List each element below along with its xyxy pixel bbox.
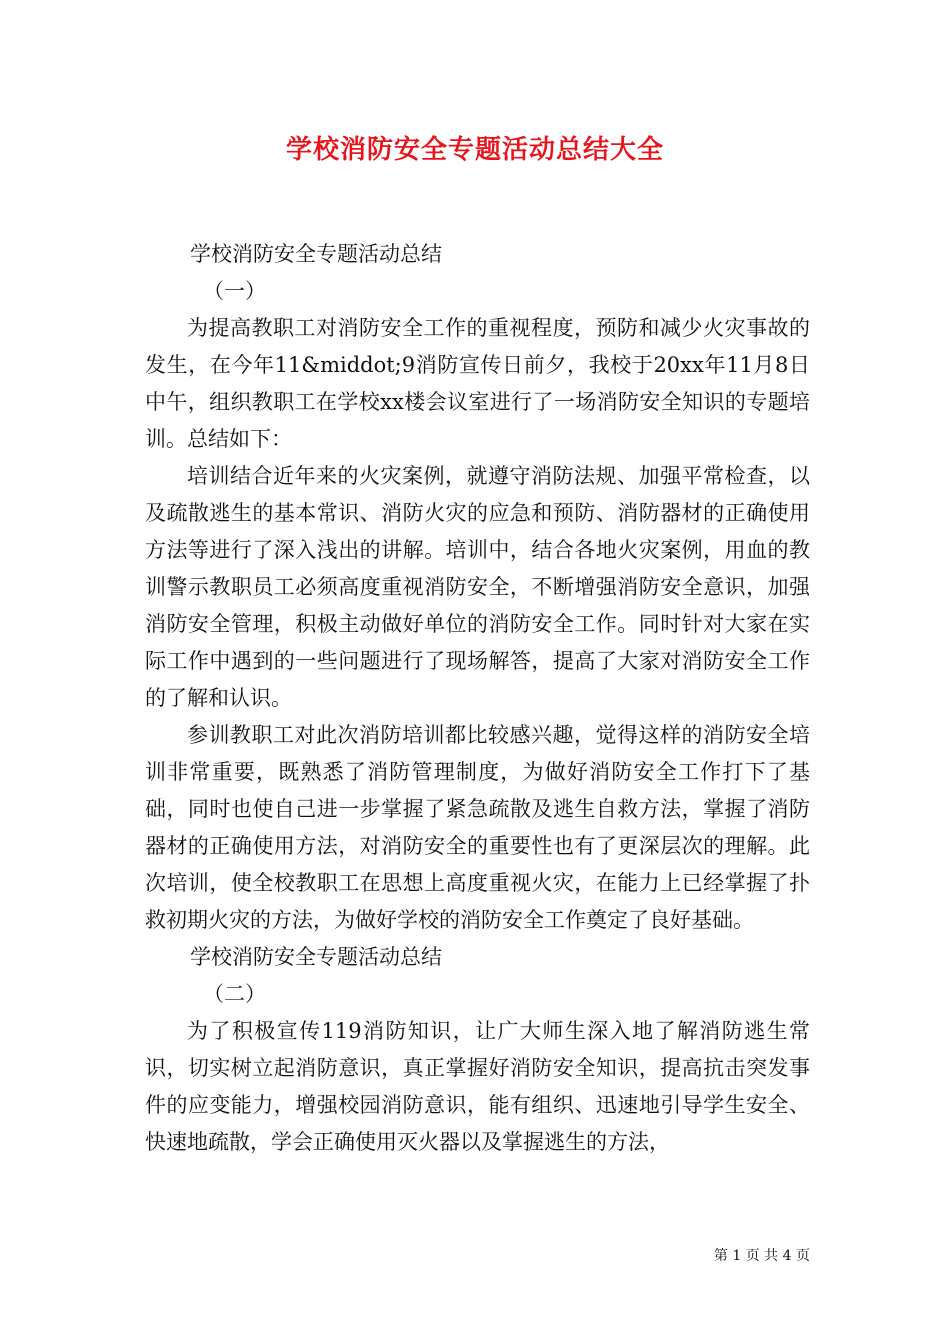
paragraph: 为提高教职工对消防安全工作的重视程度，预防和减少火灾事故的发生，在今年11&middot;9消防宣传日前夕，我校于20xx年11月8日中午，组织教职工在学校xx楼会议室进行了一场消防安全知识的专题培训。总结如下：: [145, 316, 810, 451]
section-number: （一）: [203, 279, 266, 303]
paragraph: 培训结合近年来的火灾案例，就遵守消防法规、加强平常检查，以及疏散逃生的基本常识、消防火灾的应急和预防、消防器材的正确使用方法等进行了深入浅出的讲解。培训中，结合各地火灾案例，用血的教训警示教职员工必须高度重视消防安全，不断增强消防安全意识，加强消防安全管理，积极主动做好单位的消防安全工作。同时针对大家在实际工作中遇到的一些问题进行了现场解答，提高了大家对消防安全工作的了解和认识。: [145, 464, 810, 710]
section-number: （二）: [203, 982, 266, 1006]
document-body: [145, 236, 810, 1161]
page-number: 第 1 页 共 4 页: [713, 1248, 810, 1264]
section-heading: 学校消防安全专题活动总结: [190, 945, 442, 969]
section-heading: 学校消防安全专题活动总结: [190, 242, 442, 266]
paragraph: 参训教职工对此次消防培训都比较感兴趣，觉得这样的消防安全培训非常重要，既熟悉了消防管理制度，为做好消防安全工作打下了基础，同时也使自己进一步掌握了紧急疏散及逃生自救方法，掌握了消防器材的正确使用方法，对消防安全的重要性也有了更深层次的理解。此次培训，使全校教职工在思想上高度重视火灾，在能力上已经掌握了扑救初期火灾的方法，为做好学校的消防安全工作奠定了良好基础。: [145, 723, 810, 932]
document-title: 学校消防安全专题活动总结大全: [285, 135, 664, 165]
paragraph: 为了积极宣传119消防知识，让广大师生深入地了解消防逃生常识，切实树立起消防意识，真正掌握好消防安全知识，提高抗击突发事件的应变能力，增强校园消防意识，能有组织、迅速地引导学生安全、快速地疏散，学会正确使用灭火器以及掌握逃生的方法，: [145, 1019, 810, 1154]
